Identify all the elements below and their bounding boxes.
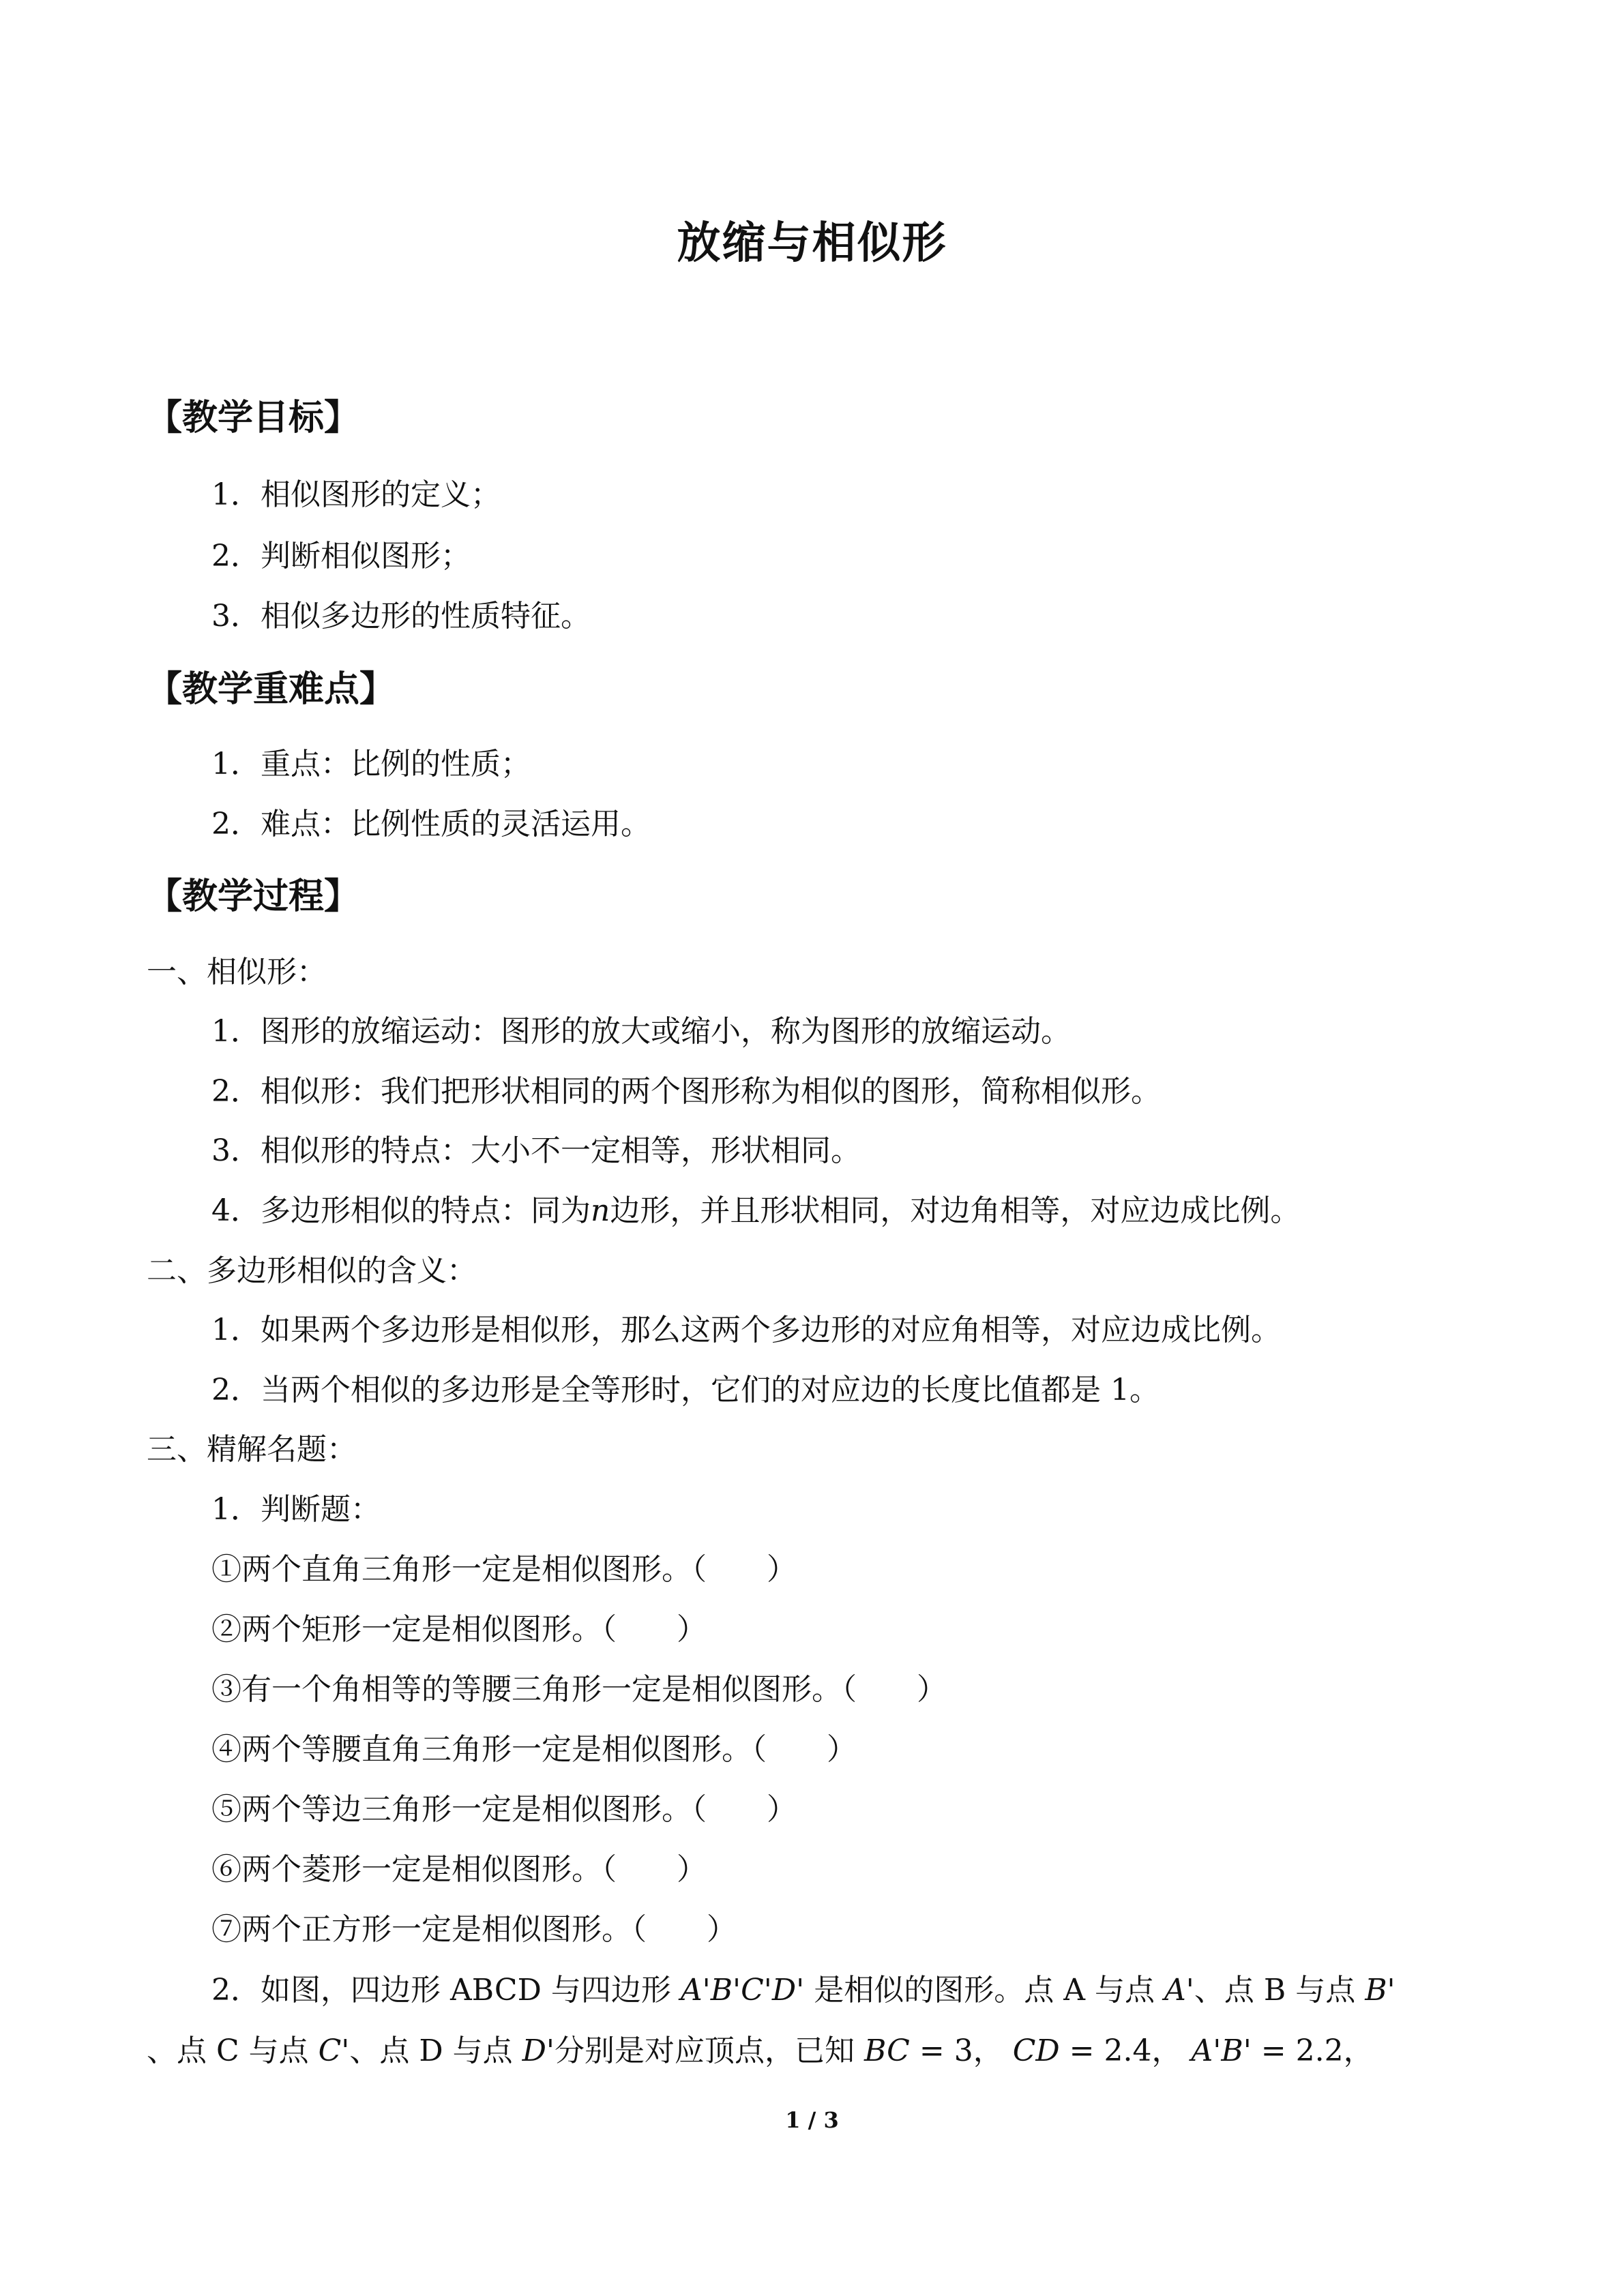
- part-title: 三、精解名题：: [147, 1432, 357, 1467]
- math-expression: C': [318, 2033, 350, 2068]
- question-item: ⑦两个正方形一定是相似图形。（ ）: [211, 1912, 737, 1947]
- text-span: = 3，: [909, 2033, 1003, 2068]
- list-item: 3．相似形的特点：大小不一定相等，形状相同。: [211, 1133, 861, 1168]
- page-number: 1 / 3: [785, 2107, 839, 2133]
- math-expression: A'B'C'D': [680, 1973, 805, 2008]
- list-item: 1．如果两个多边形是相似形，那么这两个多边形的对应角相等，对应边成比例。: [211, 1313, 1281, 1347]
- text-span: 边形，并且形状相同，对边角相等，对应边成比例。: [610, 1193, 1301, 1228]
- list-item: 2．当两个相似的多边形是全等形时，它们的对应边的长度比值都是 1。: [211, 1373, 1160, 1407]
- text-span: 、点 C 与点: [147, 2033, 309, 2068]
- text-span: 4．多边形相似的特点：同为: [211, 1193, 591, 1228]
- question-item: ③有一个角相等的等腰三角形一定是相似图形。（ ）: [211, 1672, 947, 1707]
- math-expression: A': [1164, 1973, 1194, 2008]
- math-expression: BC: [864, 2033, 910, 2068]
- page-title: 放缩与相似形: [677, 218, 947, 269]
- math-expression: CD: [1012, 2033, 1060, 2068]
- list-item: 2．判断相似图形；: [211, 539, 471, 573]
- list-item: 1．重点：比例的性质；: [211, 747, 531, 781]
- question-2-line-2: [147, 2033, 1374, 2070]
- part-title: 二、多边形相似的含义：: [147, 1253, 477, 1288]
- text-span: 2．如图，四边形 ABCD 与四边形: [211, 1973, 671, 2008]
- math-expression: D': [522, 2033, 555, 2068]
- list-item: [211, 1193, 1300, 1229]
- text-span: 是相似的图形。点 A 与点: [814, 1973, 1155, 2008]
- list-item: 2．相似形：我们把形状相同的两个图形称为相似的图形，简称相似形。: [211, 1074, 1161, 1109]
- question-item: ⑥两个菱形一定是相似图形。（ ）: [211, 1852, 707, 1887]
- question-item: ①两个直角三角形一定是相似图形。（ ）: [211, 1552, 797, 1587]
- part-title: 一、相似形：: [147, 955, 327, 989]
- question-title: 1．判断题：: [211, 1492, 381, 1527]
- list-item: 2．难点：比例性质的灵活运用。: [211, 807, 651, 841]
- text-span: = 2.4，: [1059, 2033, 1182, 2068]
- math-variable: n: [591, 1193, 610, 1228]
- text-span: 、点 B 与点: [1194, 1973, 1356, 2008]
- math-expression: A'B': [1191, 2033, 1252, 2068]
- text-span: = 2.2，: [1251, 2033, 1374, 2068]
- text-span: 、点 D 与点: [349, 2033, 513, 2068]
- question-item: ④两个等腰直角三角形一定是相似图形。（ ）: [211, 1732, 857, 1767]
- question-item: ⑤两个等边三角形一定是相似图形。（ ）: [211, 1792, 797, 1827]
- section-heading-goals: 【教学目标】: [147, 398, 360, 438]
- section-heading-process: 【教学过程】: [147, 876, 360, 917]
- question-item: ②两个矩形一定是相似图形。（ ）: [211, 1612, 707, 1647]
- text-span: 分别是对应顶点，已知: [555, 2033, 855, 2068]
- list-item: 3．相似多边形的性质特征。: [211, 599, 591, 633]
- math-expression: B': [1365, 1973, 1396, 2008]
- list-item: 1．相似图形的定义；: [211, 477, 501, 512]
- list-item: 1．图形的放缩运动：图形的放大或缩小，称为图形的放缩运动。: [211, 1014, 1071, 1049]
- question-2-line-1: [211, 1973, 1396, 2009]
- section-heading-keypoints: 【教学重难点】: [147, 669, 396, 710]
